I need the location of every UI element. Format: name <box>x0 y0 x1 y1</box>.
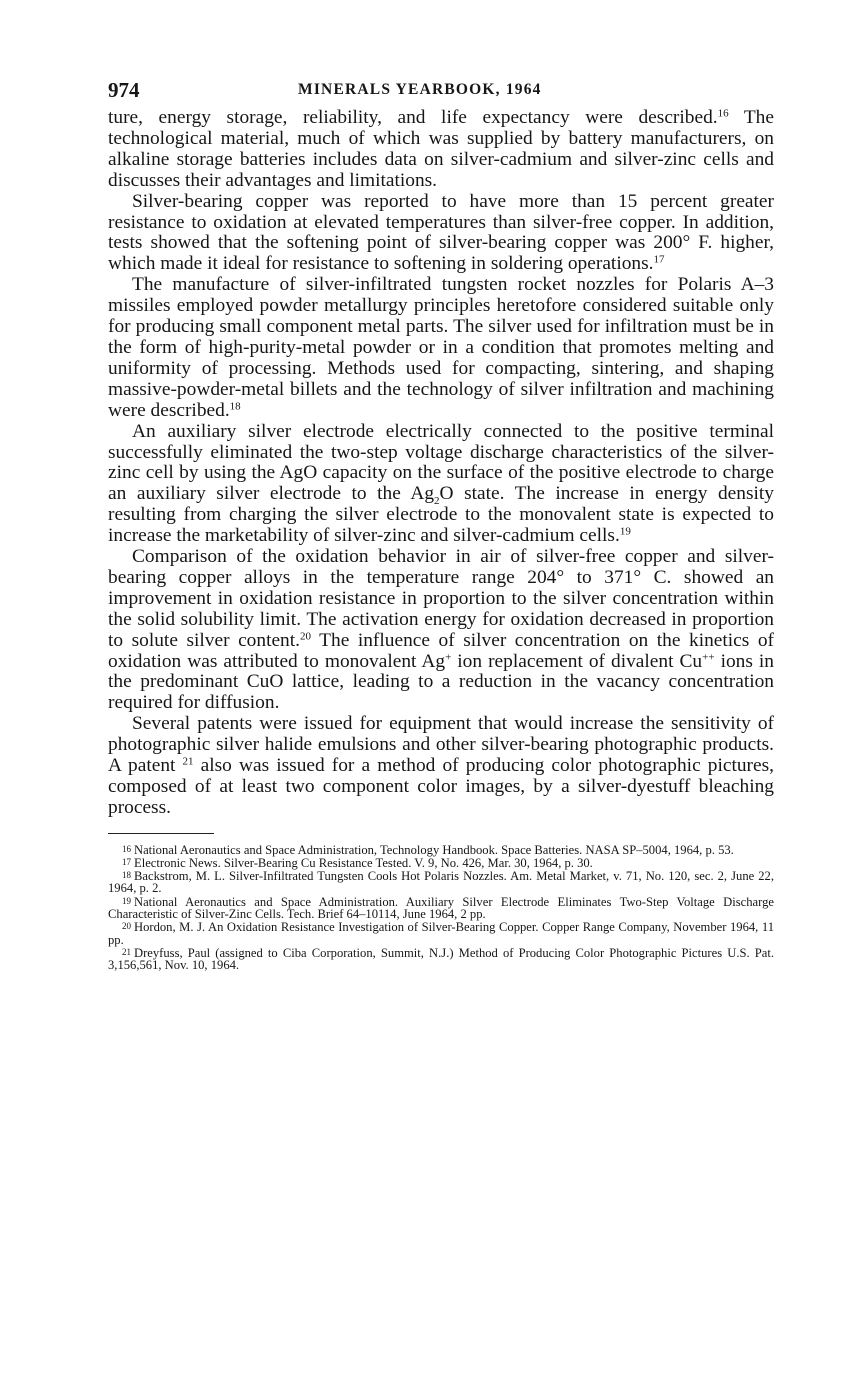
footnotes <box>108 843 774 972</box>
paragraph-oxidation-behavior <box>108 547 774 714</box>
footnote-20 <box>108 920 774 946</box>
footnote-17 <box>108 856 774 869</box>
paragraph-patents <box>108 714 774 819</box>
footnote-ref: 19 <box>619 525 631 538</box>
footnote-16 <box>108 843 774 856</box>
paragraph-text: also was issued for a method of producing color photographic pictures, composed of at least two component color images, by a silver-dyestuff bleaching process. <box>108 755 774 818</box>
footnote-ref: 18 <box>229 400 241 413</box>
paragraph-text: The influence of silver concentration on the kinetics of oxidation was attributed to monovalent Ag <box>108 629 774 672</box>
footnote-21 <box>108 946 774 972</box>
paragraph-text: ions in the predominant CuO lattice, leading to a reduction in the vacancy concentration required for diffusion. <box>108 650 775 714</box>
footnote-text: Electronic News. Silver-Bearing Cu Resistance Tested. V. 9, No. 426, Mar. 30, 1964, p. 30. <box>134 855 593 870</box>
footnote-number: 21 <box>122 947 131 958</box>
footnote-text: Hordon, M. J. An Oxidation Resistance Investigation of Silver-Bearing Copper. Copper Range Company, November 1964, 11 pp. <box>108 920 774 947</box>
footnote-number: 17 <box>122 857 131 868</box>
footnote-19 <box>108 895 774 921</box>
paragraph-text: Several patents were issued for equipment that would increase the sensitivity of photographic silver halide emulsions and other silver-bearing photographic products. A patent <box>108 713 774 777</box>
footnote-number: 19 <box>122 895 131 906</box>
paragraph-battery-handbook <box>108 108 774 192</box>
paragraph-rocket-nozzles <box>108 275 774 421</box>
paragraph-auxiliary-electrode <box>108 422 774 547</box>
paragraph-text: ture, energy storage, reliability, and life expectancy were described. <box>108 107 718 128</box>
footnote-ref: 17 <box>653 253 665 266</box>
footnote-ref: 20 <box>300 630 311 643</box>
paragraph-text: The manufacture of silver-infiltrated tungsten rocket nozzles for Polaris A–3 missiles employed powder metallurgy principles heretofore considered suitable only for producing small component metal parts. The silver used for infiltration must be in the form of high-purity-metal powder or in a condition that promotes melting and uniformity of processing. Methods used for compacting, sintering, and shaping massive-powder-metal billets and the technology of silver infiltration and machining were described. <box>108 274 774 421</box>
paragraph-text: Comparison of the oxidation behavior in air of silver-free copper and silver-bearing copper alloys in the temperature range 204° to 371° C. showed an improvement in oxidation resistance in proportion to the silver concentration within the solid solubility limit. The activation energy for oxidation decreased in proportion to solute silver content. <box>108 546 774 651</box>
paragraph-text: Silver-bearing copper was reported to have more than 15 percent greater resistance to oxidation at elevated temperatures than silver-free copper. In addition, tests showed that the softening point of silver-bearing copper was 200° F. higher, which made it ideal for resistance to softening in soldering operations. <box>108 190 774 275</box>
footnote-18 <box>108 869 774 895</box>
ion-charge: + <box>445 650 452 663</box>
footnote-ref: 21 <box>182 755 194 768</box>
body-text <box>108 108 774 819</box>
footnote-text: National Aeronautics and Space Administration, Technology Handbook. Space Batteries. NASA SP–5004, 1964, p. 53. <box>134 842 734 857</box>
paragraph-text: O state. The increase in energy density resulting from charging the silver electrode to the monovalent state is expected to increase the marketability of silver-zinc and silver-cadmium cells. <box>108 483 774 547</box>
footnote-number: 18 <box>122 870 131 881</box>
paragraph-text: An auxiliary silver electrode electrically connected to the positive terminal successfully eliminated the two-step voltage discharge characteristics of the silver-zinc cell by using the AgO capacity on the surface of the positive electrode to charge an auxiliary silver electrode to the Ag <box>108 420 774 505</box>
running-head <box>108 70 774 110</box>
paragraph-silver-bearing-copper <box>108 192 774 276</box>
subscript: 2 <box>434 495 440 508</box>
footnote-text: Backstrom, M. L. Silver-Infiltrated Tungsten Cools Hot Polaris Nozzles. Am. Metal Market, v. 71, No. 120, sec. 2, June 22, 1964, p. 2. <box>108 869 774 896</box>
footnote-number: 20 <box>122 921 131 932</box>
footnote-text: National Aeronautics and Space Administration. Auxiliary Silver Electrode Eliminates Two-Step Voltage Discharge Characteristic of Silver-Zinc Cells. Tech. Brief 64–10114, June 1964, 2 pp. <box>108 894 774 922</box>
footnote-number: 16 <box>122 843 131 854</box>
paragraph-text: ion replacement of divalent Cu <box>451 650 703 672</box>
page-number: 974 <box>108 78 140 102</box>
paragraph-text: The technological material, much of which was supplied by battery manufacturers, on alkaline storage batteries includes data on silver-cadmium and silver-zinc cells and discusses their advantages and limitations. <box>108 107 774 191</box>
footnote-text: Dreyfuss, Paul (assigned to Ciba Corporation, Summit, N.J.) Method of Producing Color Photographic Pictures U.S. Pat. 3,156,561, Nov. 10, 1964. <box>108 945 774 973</box>
footnote-divider <box>108 833 214 834</box>
page <box>108 70 774 972</box>
ion-charge: ++ <box>702 650 715 663</box>
footnote-ref: 16 <box>717 107 729 120</box>
running-title: MINERALS YEARBOOK, 1964 <box>298 81 542 98</box>
